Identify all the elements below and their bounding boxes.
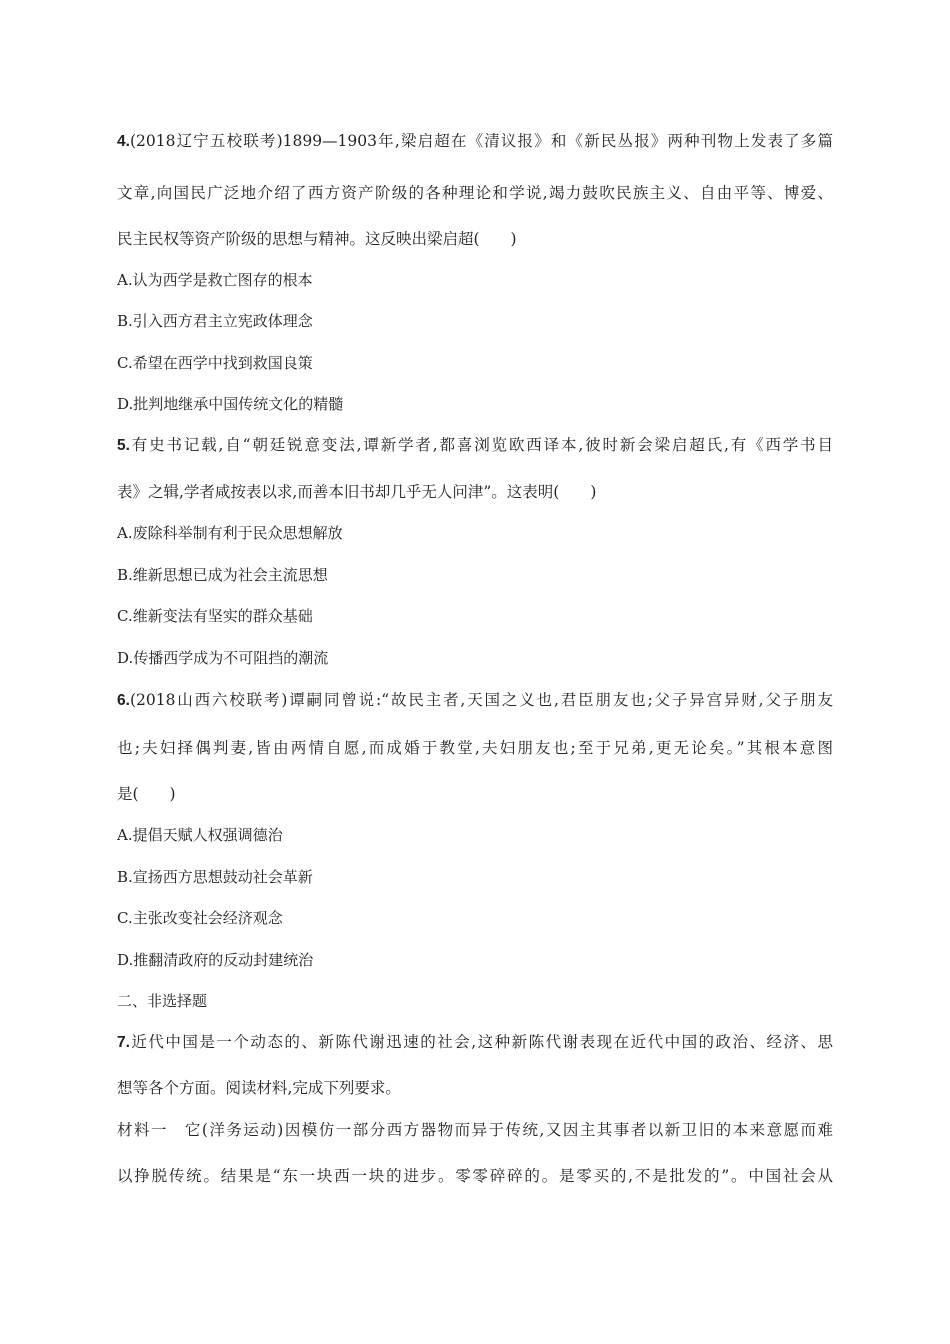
question-6-option-a: A.提倡天赋人权强调德治 [117,826,283,844]
question-4-text: (2018辽宁五校联考)1899—1903年,梁启超在《清议报》和《新民丛报》两种刊物上发表了多篇 [129,132,833,150]
question-4-option-c: C.希望在西学中找到救国良策 [117,354,313,372]
question-4-option-a: A.认为西学是救亡图存的根本 [117,271,313,289]
question-6-line-3: 是( ) [117,785,176,803]
question-7-line-2: 想等各个方面。阅读材料,完成下列要求。 [117,1079,401,1097]
question-6-option-c: C.主张改变社会经济观念 [117,909,283,927]
question-6-line-1 [117,690,833,711]
question-4-option-b: B.引入西方君主立宪政体理念 [117,312,313,330]
question-5-option-b: B.维新思想已成为社会主流思想 [117,566,328,584]
question-4-line-1 [117,131,833,152]
material-1-line-2: 以挣脱传统。结果是“东一块西一块的进步。零零碎碎的。是零买的,不是批发的”。中国社会从 [117,1167,833,1185]
question-5-option-d: D.传播西学成为不可阻挡的潮流 [117,649,329,667]
question-4-option-d: D.批判地继承中国传统文化的精髓 [117,395,344,413]
question-4-line-3: 民主民权等资产阶级的思想与精神。这反映出梁启超( ) [117,230,517,248]
question-7-text: 近代中国是一个动态的、新陈代谢迅速的社会,这种新陈代谢表现在近代中国的政治、经济、思 [129,1033,833,1051]
question-5-line-2: 表》之辑,学者咸按表以求,而善本旧书却几乎无人问津”。这表明( ) [117,483,597,501]
material-1-line-1: 材料一 它(洋务运动)因模仿一部分西方器物而异于传统,又因主其事者以新卫旧的本来意愿而难 [117,1121,833,1139]
question-7-number: 7. [117,1034,130,1051]
section-heading: 二、非选择题 [117,992,208,1010]
question-4-line-2: 文章,向国民广泛地介绍了西方资产阶级的各种理论和学说,竭力鼓吹民族主义、自由平等、博爱、 [117,184,833,202]
question-5-line-1 [117,435,833,456]
question-4-number: 4. [117,133,130,150]
question-6-line-2: 也;夫妇择偶判妻,皆由两情自愿,而成婚于教堂,夫妇朋友也;至于兄弟,更无论矣。”其根本意图 [117,739,833,757]
question-7-line-1 [117,1032,833,1053]
question-6-text: (2018山西六校联考)谭嗣同曾说:“故民主者,天国之义也,君臣朋友也;父子异宫异财,父子朋友 [129,691,833,709]
question-6-option-d: D.推翻清政府的反动封建统治 [117,951,314,969]
question-5-option-c: C.维新变法有坚实的群众基础 [117,607,313,625]
question-5-text: 有史书记载,自“朝廷锐意变法,谭新学者,都喜浏览欧西译本,彼时新会梁启超氏,有《西学书目 [129,436,833,454]
question-6-option-b: B.宣扬西方思想鼓动社会革新 [117,868,313,886]
question-6-number: 6. [117,692,130,709]
question-5-number: 5. [117,437,130,454]
question-5-option-a: A.废除科举制有利于民众思想解放 [117,524,343,542]
